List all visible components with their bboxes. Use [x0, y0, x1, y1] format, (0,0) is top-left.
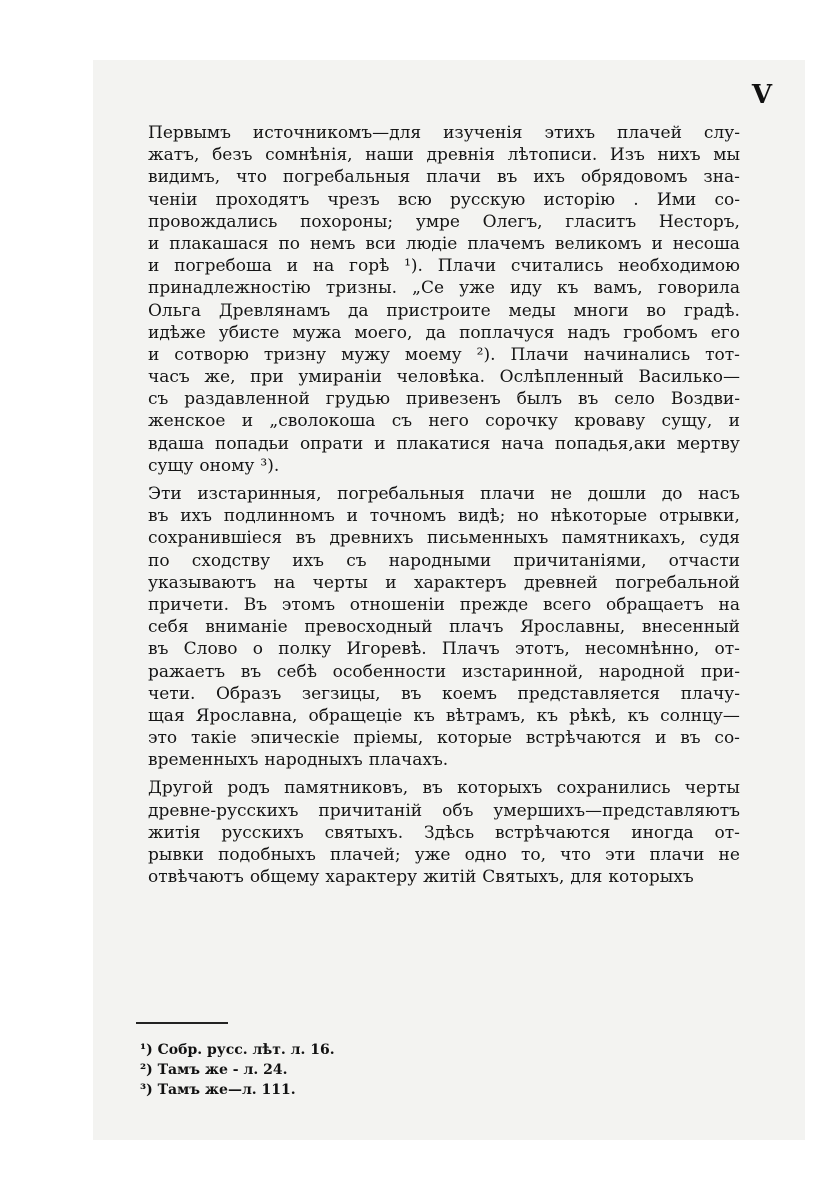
- text-line: и погребоша и на горѣ ¹). Плачи считались необходимою: [148, 256, 740, 277]
- text-line: отвѣчаютъ общему характеру житій Святыхъ, для которыхъ: [148, 867, 694, 888]
- text-line: причети. Въ этомъ отношеніи прежде всего обращаетъ на: [148, 594, 740, 615]
- text-line: принадлежностію тризны. „Се уже иду къ вамъ, говорила: [148, 278, 740, 299]
- text-line: ченіи проходятъ чрезъ всю русскую исторію . Ими со-: [148, 189, 740, 210]
- text-line: себя вниманіе превосходный плачъ Ярославны, внесенный: [148, 617, 740, 638]
- text-line: Эти изстаринныя, погребальныя плачи не дошли до насъ: [148, 484, 740, 504]
- text-line: указываютъ на черты и характеръ древней погребальной: [148, 572, 740, 593]
- footnote-divider: [136, 1022, 228, 1024]
- text-line: по сходству ихъ съ народными причитаніями, отчасти: [148, 550, 740, 571]
- text-line: идѣже убисте мужа моего, да поплачуся надъ гробомъ его: [148, 322, 740, 343]
- text-line: видимъ, что погребальныя плачи въ ихъ обрядовомъ зна-: [148, 167, 740, 188]
- text-line: въ Слово о полку Игоревѣ. Плачъ этотъ, несомнѣнно, от-: [148, 639, 740, 660]
- text-line: временныхъ народныхъ плачахъ.: [148, 750, 449, 771]
- text-line: щая Ярославна, обращеціе къ вѣтрамъ, къ рѣкѣ, къ солнцу—: [148, 705, 740, 726]
- text-line: сущу оному ³).: [148, 455, 280, 476]
- body-text: [148, 122, 740, 888]
- text-line: провождались похороны; умре Олегъ, гласитъ Несторъ,: [148, 211, 740, 232]
- text-line: Другой родъ памятниковъ, въ которыхъ сохранились черты: [148, 778, 740, 799]
- text-line: сохранившіеся въ древнихъ письменныхъ памятникахъ, судя: [148, 528, 740, 549]
- text-line: вдаша попадьи опрати и плакатися нача попадья,аки мертву: [148, 433, 740, 454]
- text-line: это такіе эпическіе пріемы, которые встрѣчаются и въ со-: [148, 728, 740, 749]
- footnote: ³) Тамъ же—л. 111.: [140, 1082, 296, 1098]
- text-line: съ раздавленной грудью привезенъ былъ въ село Воздви-: [148, 389, 740, 410]
- footnote: ¹) Собр. русс. лѣт. л. 16.: [140, 1042, 335, 1058]
- text-line: и сотворю тризну мужу моему ²). Плачи начинались тот-: [148, 344, 740, 365]
- text-line: въ ихъ подлинномъ и точномъ видѣ; но нѣкоторые отрывки,: [148, 506, 740, 527]
- footnote: ²) Тамъ же - л. 24.: [140, 1062, 288, 1078]
- text-line: жатъ, безъ сомнѣнія, наши древнія лѣтописи. Изъ нихъ мы: [148, 145, 740, 166]
- text-line: древне-русскихъ причитаній объ умершихъ—представляютъ: [148, 800, 740, 821]
- footnotes: [140, 1040, 335, 1100]
- text-line: и плакашася по немъ вси людіе плачемъ великомъ и несоша: [148, 233, 740, 254]
- text-line: Ольга Древлянамъ да пристроите меды многи во градѣ.: [148, 300, 740, 321]
- text-line: Первымъ источникомъ—для изученія этихъ плачей слу-: [148, 123, 740, 143]
- text-line: женское и „сволокоша съ него сорочку кроваву сущу, и: [148, 411, 740, 432]
- text-line: рывки подобныхъ плачей; уже одно то, что эти плачи не: [148, 845, 740, 865]
- page-number: V: [751, 80, 772, 110]
- text-line: ражаетъ въ себѣ особенности изстаринной, народной при-: [148, 661, 740, 682]
- text-line: чети. Образъ зегзицы, въ коемъ представляется плачу-: [148, 683, 740, 704]
- text-line: часъ же, при умираніи человѣка. Ослѣпленный Василько—: [148, 367, 740, 388]
- text-line: житія русскихъ святыхъ. Здѣсь встрѣчаются иногда от-: [148, 822, 740, 843]
